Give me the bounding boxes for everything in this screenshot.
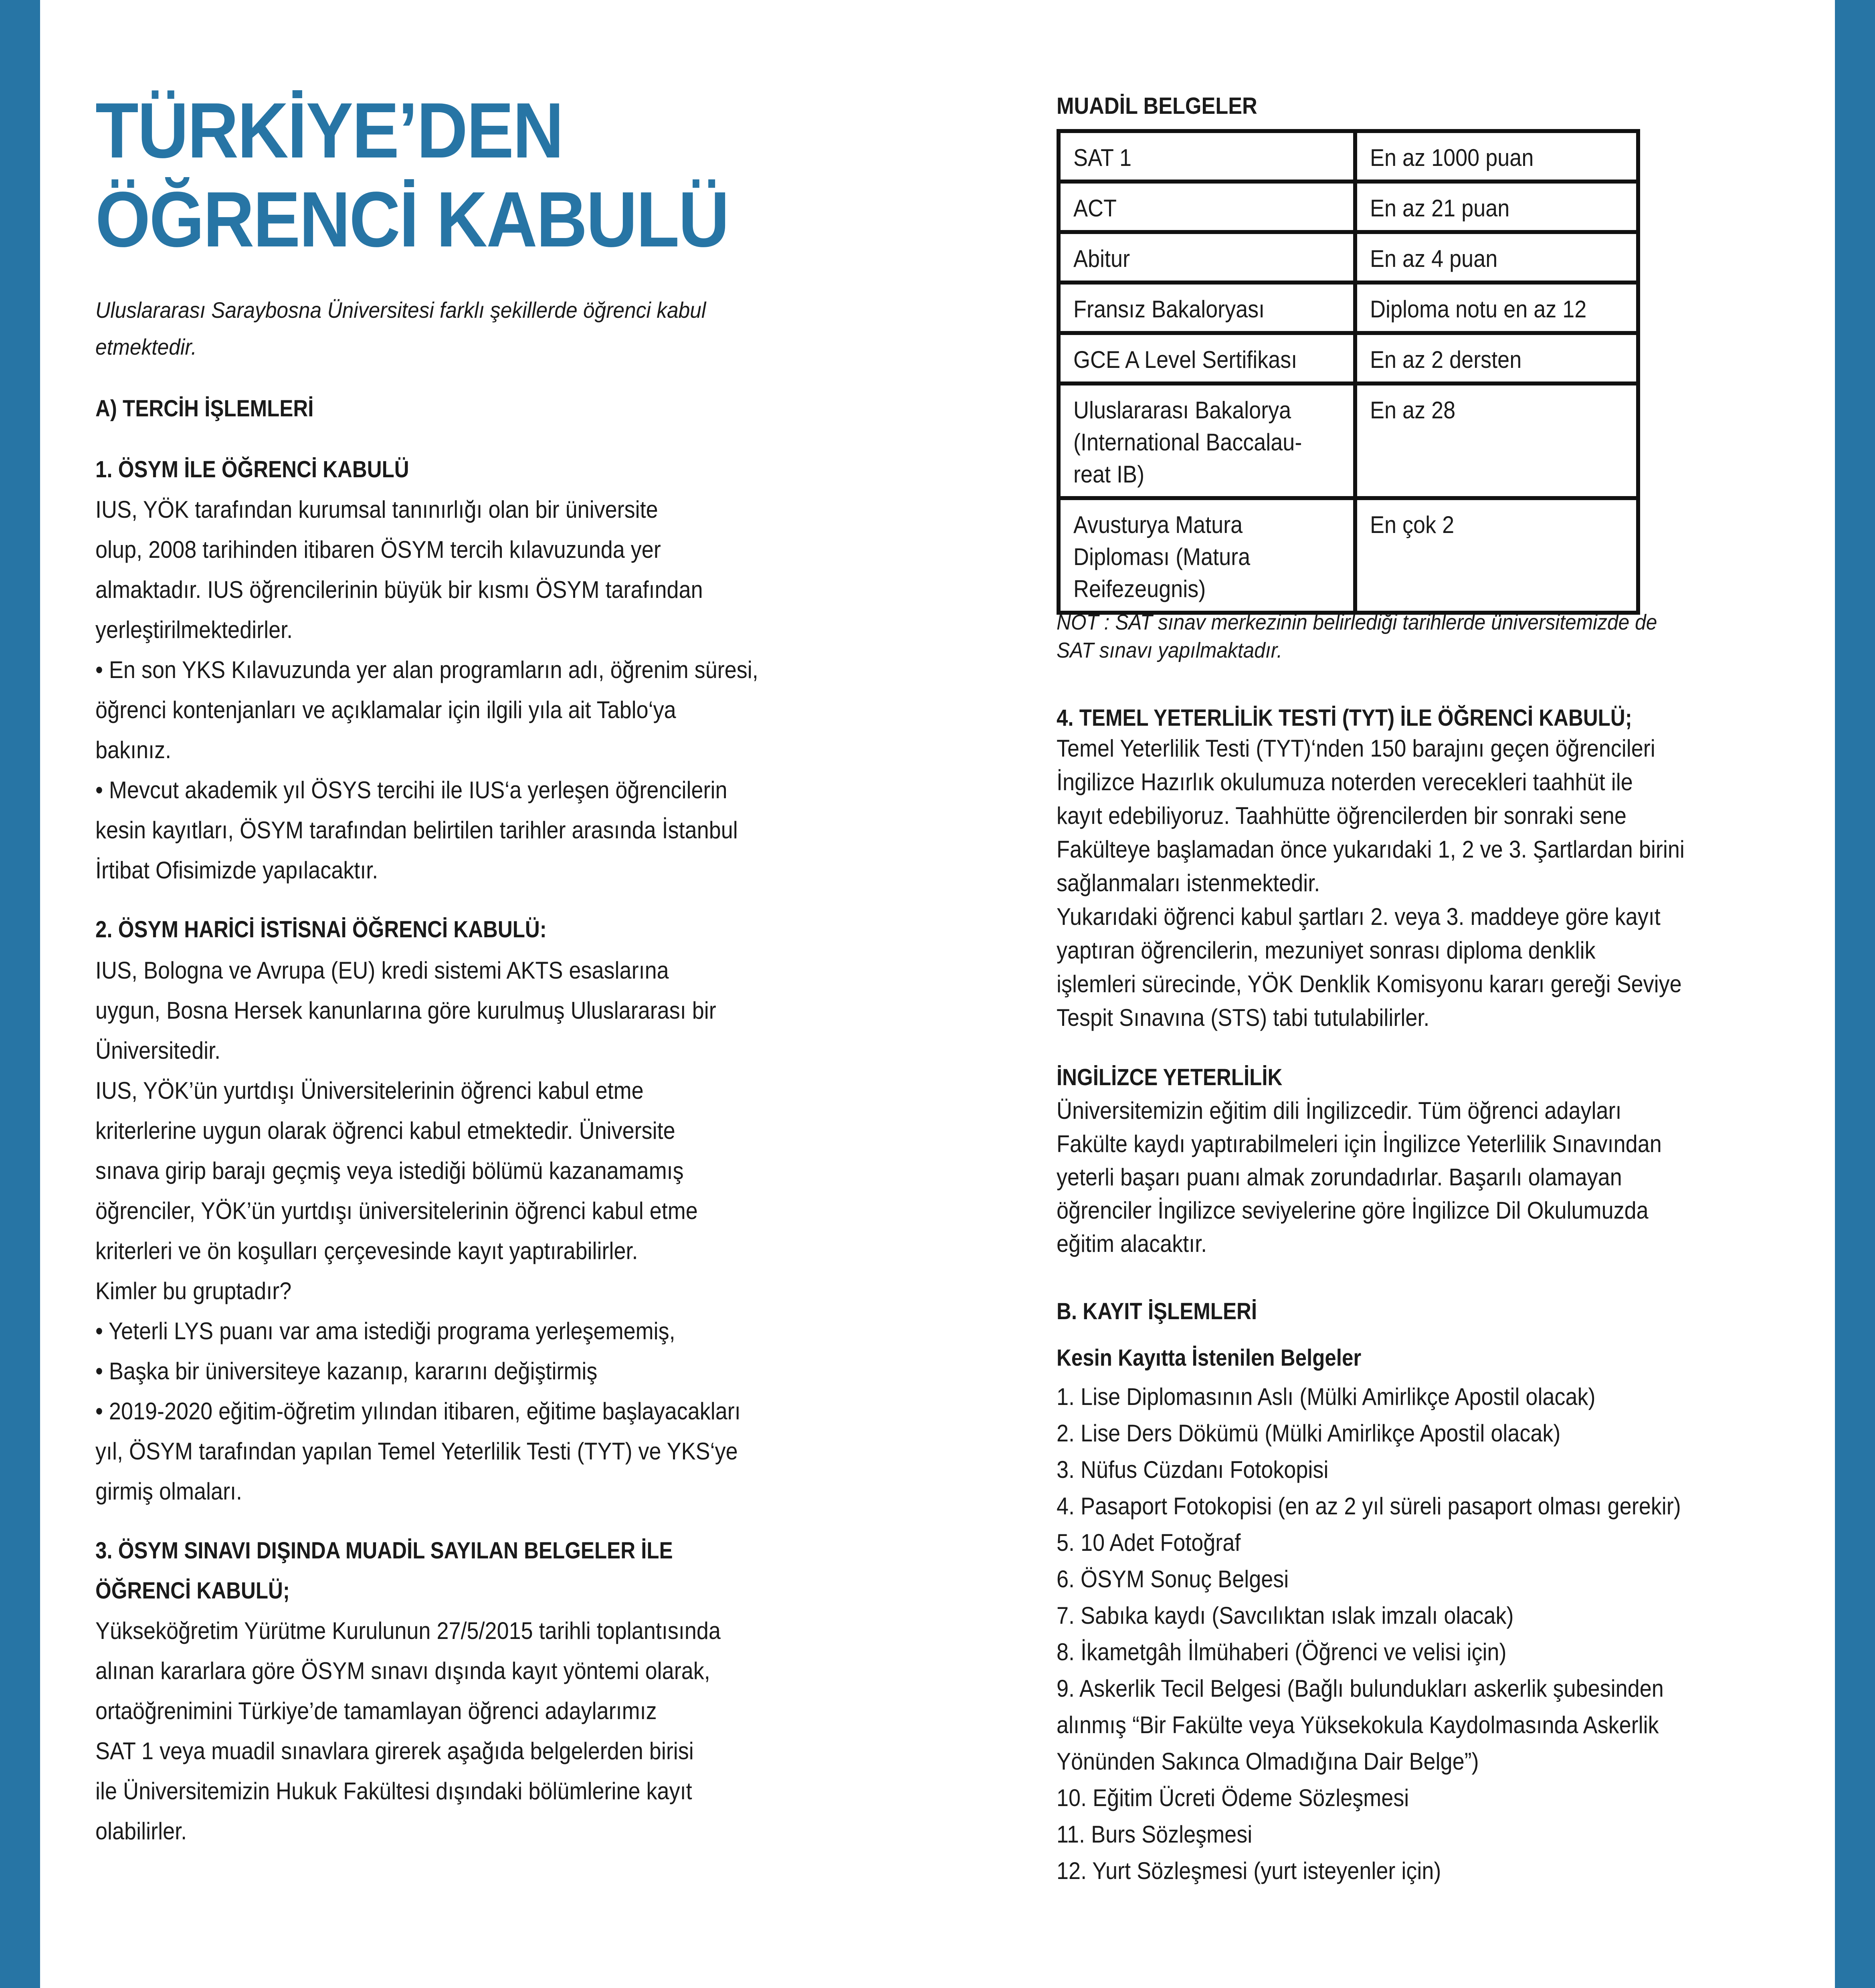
body-line: Yukarıdaki öğrenci kabul şartları 2. veya 3. maddeye göre kayıt — [1057, 903, 1661, 930]
body-line: eğitim alacaktır. — [1057, 1230, 1207, 1257]
table-cell-requirement: En az 28 — [1355, 383, 1638, 498]
body-line: sağlanmaları istenmektedir. — [1057, 870, 1320, 896]
body-line: Tespit Sınavına (STS) tabi tutulabilirler. — [1057, 1004, 1430, 1031]
table-cell-requirement: En az 4 puan — [1355, 232, 1638, 283]
english-proficiency-heading: İNGİLİZCE YETERLİLİK — [1057, 1064, 1283, 1090]
body-line: girmiş olmaları. — [95, 1478, 242, 1505]
muadil-table-title: MUADİL BELGELER — [1057, 93, 1257, 119]
body-line: yıl, ÖSYM tarafından yapılan Temel Yeterlilik Testi (TYT) ve YKS‘ye — [95, 1438, 738, 1465]
body-line: alınan kararlara göre ÖSYM sınavı dışında kayıt yöntemi olarak, — [95, 1657, 710, 1684]
list-item: 7. Sabıka kaydı (Savcılıktan ıslak imzalı olacak) — [1057, 1602, 1514, 1629]
list-item: 5. 10 Adet Fotoğraf — [1057, 1529, 1241, 1556]
table-row — [1059, 283, 1638, 333]
note-line: NOT : SAT sınav merkezinin belirlediği tarihlerde üniversitemizde de — [1057, 610, 1657, 634]
body-line: Kimler bu gruptadır? — [95, 1278, 292, 1304]
body-line: Fakülteye başlamadan önce yukarıdaki 1, 2 ve 3. Şartlardan birini — [1057, 836, 1685, 863]
body-line: yerleştirilmektedirler. — [95, 616, 293, 643]
table-row — [1059, 131, 1638, 182]
list-item: 12. Yurt Sözleşmesi (yurt isteyenler için) — [1057, 1857, 1441, 1884]
table-row — [1059, 498, 1638, 613]
body-line: Yükseköğretim Yürütme Kurulunun 27/5/2015 tarihli toplantısında — [95, 1617, 721, 1644]
body-line: IUS, YÖK’ün yurtdışı Üniversitelerinin öğrenci kabul etme — [95, 1077, 644, 1104]
table-cell-document: Fransız Bakaloryası — [1059, 283, 1355, 333]
section-b-heading: B. KAYIT İŞLEMLERİ — [1057, 1298, 1257, 1324]
table-cell-document: ACT — [1059, 182, 1355, 232]
body-line: SAT 1 veya muadil sınavlara girerek aşağıda belgelerden birisi — [95, 1738, 694, 1764]
list-item: alınmış “Bir Fakülte veya Yüksekokula Kaydolmasında Askerlik — [1057, 1711, 1659, 1738]
body-line: • En son YKS Kılavuzunda yer alan programların adı, öğrenim süresi, — [95, 656, 758, 683]
body-line: öğrenciler, YÖK’ün yurtdışı üniversitelerinin öğrenci kabul etme — [95, 1197, 698, 1224]
body-line: • Mevcut akademik yıl ÖSYS tercihi ile IUS‘a yerleşen öğrencilerin — [95, 777, 727, 803]
section-1-body — [95, 490, 758, 890]
body-line: kriterlerine uygun olarak öğrenci kabul etmektedir. Üniversite — [95, 1117, 675, 1144]
list-item: 11. Burs Sözleşmesi — [1057, 1821, 1253, 1848]
body-line: öğrenci kontenjanları ve açıklamalar için ilgili yıla ait Tablo‘ya — [95, 696, 676, 723]
body-line: • 2019-2020 eğitim-öğretim yılından itibaren, eğitime başlayacakları — [95, 1398, 741, 1425]
body-line: Fakülte kaydı yaptırabilmeleri için İngilizce Yeterlilik Sınavından — [1057, 1130, 1662, 1157]
body-line: kriterleri ve ön koşulları çerçevesinde kayıt yaptırabilirler. — [95, 1237, 638, 1264]
body-line: öğrenciler İngilizce seviyelerine göre İngilizce Dil Okulumuzda — [1057, 1197, 1649, 1224]
heading-line: 3. ÖSYM SINAVI DIŞINDA MUADİL SAYILAN BELGELER İLE — [95, 1538, 673, 1564]
body-line: bakınız. — [95, 737, 172, 763]
table-cell-requirement: En çok 2 — [1355, 498, 1638, 613]
sat-note — [1057, 608, 1757, 664]
section-3-body — [95, 1611, 721, 1851]
title-line: TÜRKİYE’DEN — [95, 87, 563, 174]
table-cell-requirement: Diploma notu en az 12 — [1355, 283, 1638, 333]
list-item: 1. Lise Diplomasının Aslı (Mülki Amirlikçe Apostil olacak) — [1057, 1383, 1596, 1410]
list-item: 10. Eğitim Ücreti Ödeme Sözleşmesi — [1057, 1784, 1409, 1811]
right-accent-bar — [1835, 0, 1875, 1988]
body-line: • Yeterli LYS puanı var ama istediği programa yerleşememiş, — [95, 1318, 675, 1344]
table-cell-document: Uluslararası Bakalorya (International Baccalau- reat IB) — [1059, 383, 1355, 498]
section-2-body — [95, 951, 741, 1512]
title-line: ÖĞRENCİ KABULÜ — [95, 176, 729, 263]
body-line: Üniversitedir. — [95, 1037, 221, 1064]
body-line: sınava girip barajı geçmiş veya istediği bölümü kazanamamış — [95, 1157, 684, 1184]
body-line: yeterli başarı puanı almak zorundadırlar. Başarılı olamayan — [1057, 1164, 1622, 1191]
intro-line: etmektedir. — [95, 334, 197, 359]
body-line: Temel Yeterlilik Testi (TYT)‘nden 150 barajını geçen öğrencileri — [1057, 735, 1655, 762]
list-item: 3. Nüfus Cüzdanı Fotokopisi — [1057, 1456, 1329, 1483]
body-line: uygun, Bosna Hersek kanunlarına göre kurulmuş Uluslararası bir — [95, 997, 716, 1024]
body-line: kayıt edebiliyoruz. Taahhütte öğrencilerden bir sonraki sene — [1057, 802, 1626, 829]
body-line: ortaöğrenimini Türkiye’de tamamlayan öğrenci adaylarımız — [95, 1697, 657, 1724]
body-line: İrtibat Ofisimizde yapılacaktır. — [95, 857, 378, 884]
body-line: Üniversitemizin eğitim dili İngilizcedir. Tüm öğrenci adayları — [1057, 1097, 1622, 1124]
table-cell-requirement: En az 21 puan — [1355, 182, 1638, 232]
table-cell-requirement: En az 2 dersten — [1355, 333, 1638, 383]
body-line: almaktadır. IUS öğrencilerinin büyük bir kısmı ÖSYM tarafından — [95, 576, 703, 603]
body-line: • Başka bir üniversiteye kazanıp, kararını değiştirmiş — [95, 1358, 598, 1385]
section-2-heading: 2. ÖSYM HARİCİ İSTİSNAİ ÖĞRENCİ KABULÜ: — [95, 916, 547, 943]
table-cell-requirement: En az 1000 puan — [1355, 131, 1638, 182]
documents-heading: Kesin Kayıtta İstenilen Belgeler — [1057, 1345, 1362, 1371]
section-3-heading — [95, 1531, 673, 1611]
list-item: 6. ÖSYM Sonuç Belgesi — [1057, 1566, 1289, 1592]
list-item: 2. Lise Ders Dökümü (Mülki Amirlikçe Apostil olacak) — [1057, 1420, 1561, 1447]
documents-list — [1057, 1378, 1681, 1889]
section-1-heading: 1. ÖSYM İLE ÖĞRENCİ KABULÜ — [95, 456, 409, 482]
table-cell-document: Abitur — [1059, 232, 1355, 283]
table-cell-document: GCE A Level Sertifikası — [1059, 333, 1355, 383]
body-line: IUS, YÖK tarafından kurumsal tanınırlığı olan bir üniversite — [95, 496, 658, 523]
table-row — [1059, 333, 1638, 383]
body-line: yaptıran öğrencilerin, mezuniyet sonrası diploma denklik — [1057, 937, 1596, 964]
heading-line: ÖĞRENCİ KABULÜ; — [95, 1578, 290, 1604]
muadil-table — [1057, 129, 1640, 615]
note-line: SAT sınavı yapılmaktadır. — [1057, 638, 1283, 662]
table-row — [1059, 182, 1638, 232]
list-item: 9. Askerlik Tecil Belgesi (Bağlı bulundukları askerlik şubesinden — [1057, 1675, 1664, 1702]
body-line: olabilirler. — [95, 1818, 187, 1845]
body-line: IUS, Bologna ve Avrupa (EU) kredi sistemi AKTS esaslarına — [95, 957, 669, 984]
section-4-heading: 4. TEMEL YETERLİLİK TESTİ (TYT) İLE ÖĞRENCİ KABULÜ; — [1057, 705, 1632, 731]
list-item: 8. İkametgâh İlmühaberi (Öğrenci ve velisi için) — [1057, 1639, 1507, 1665]
body-line: işlemleri sürecinde, YÖK Denklik Komisyonu kararı gereği Seviye — [1057, 971, 1682, 997]
body-line: kesin kayıtları, ÖSYM tarafından belirtilen tarihler arasında İstanbul — [95, 817, 738, 844]
body-line: İngilizce Hazırlık okulumuza noterden verecekleri taahhüt ile — [1057, 769, 1633, 795]
english-proficiency-body — [1057, 1094, 1662, 1260]
body-line: ile Üniversitemizin Hukuk Fakültesi dışındaki bölümlerine kayıt — [95, 1778, 692, 1804]
table-cell-document: Avusturya Matura Diploması (Matura Reifezeugnis) — [1059, 498, 1355, 613]
page-title — [95, 86, 728, 264]
section-a-heading: A) TERCİH İŞLEMLERİ — [95, 396, 314, 422]
table-row — [1059, 383, 1638, 498]
left-accent-bar — [0, 0, 40, 1988]
list-item: Yönünden Sakınca Olmadığına Dair Belge”) — [1057, 1748, 1479, 1775]
section-4-body — [1057, 732, 1685, 1035]
intro-paragraph — [95, 292, 796, 365]
body-line: olup, 2008 tarihinden itibaren ÖSYM tercih kılavuzunda yer — [95, 536, 661, 563]
list-item: 4. Pasaport Fotokopisi (en az 2 yıl süreli pasaport olması gerekir) — [1057, 1493, 1681, 1520]
table-row — [1059, 232, 1638, 283]
table-cell-document: SAT 1 — [1059, 131, 1355, 182]
intro-line: Uluslararası Saraybosna Üniversitesi farklı şekillerde öğrenci kabul — [95, 297, 706, 323]
